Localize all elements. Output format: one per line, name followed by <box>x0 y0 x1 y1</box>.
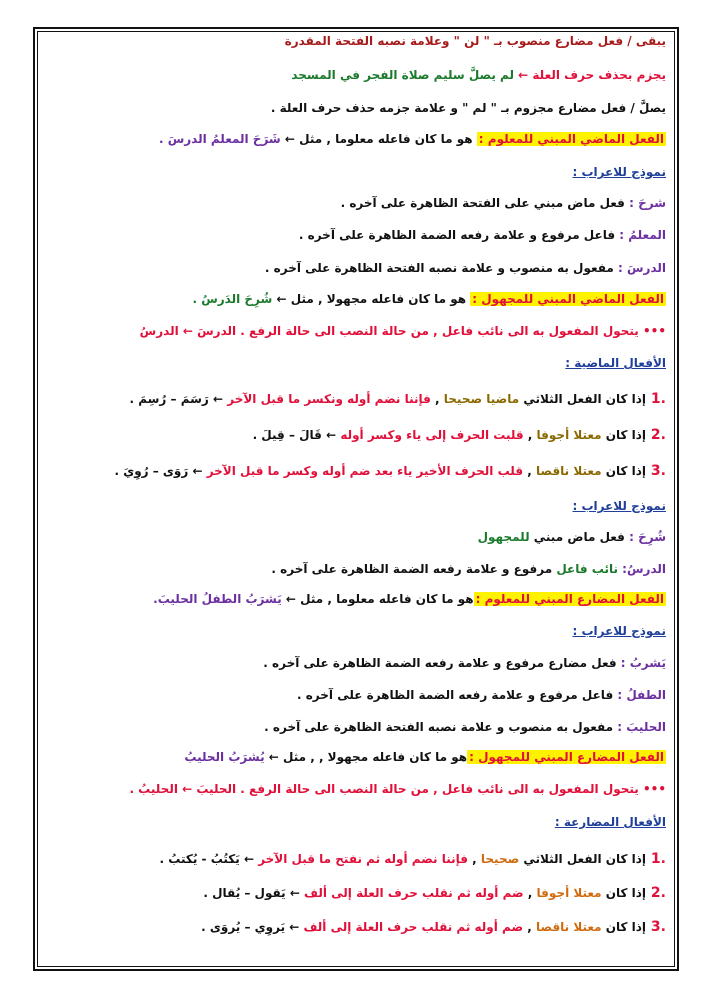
text-run: الدرسُ: <box>618 562 666 576</box>
document-page <box>46 32 666 957</box>
text-run: صحيحا <box>480 852 520 866</box>
text-run: , <box>467 852 481 866</box>
text-run: فعل ماض مبني <box>529 530 625 544</box>
text-run: .1 <box>646 851 666 867</box>
text-line <box>46 590 666 608</box>
text-run: ••• <box>638 324 666 338</box>
text-run: يتحول المفعول به الى نائب فاعل , من حالة النصب الى حالة الرفع . الدرسَ ← الدرسُ <box>139 324 639 338</box>
text-line <box>46 426 666 444</box>
text-run: , <box>523 920 536 934</box>
text-run: الطفلُ : <box>613 688 666 702</box>
text-run: فاعل مرفوع و علامة رفعه الضمة الظاهرة على آخره . <box>298 228 616 242</box>
text-run: هو ما كان فاعله مجهولا , , مثل ← <box>264 750 468 764</box>
text-run: ← قَالَ – قِيلَ . <box>252 428 341 442</box>
text-run: ••• <box>638 782 666 796</box>
text-run: فعل ماض مبني على الفتحة الظاهرة على آخره . <box>340 196 625 210</box>
text-run: يصلَّ / فعل مضارع مجزوم بـ " لم " و علامة جزمه حذف حرف العلة . <box>270 101 666 115</box>
text-run: الفعل الماضي المبني للمجهول : <box>472 292 664 306</box>
text-line <box>46 322 666 340</box>
text-run: نموذج للاعراب : <box>572 499 666 513</box>
text-run: يجزم بحذف حرف العلة ← <box>513 68 666 82</box>
text-run: الفعل المضارع المبني للمجهول : <box>469 750 664 764</box>
text-run: لم يصلَّ سليم صلاة الفجر في المسجد <box>291 68 514 82</box>
text-run: فإننا نضم أوله ونكسر ما قبل الآخر <box>227 392 431 406</box>
text-line <box>46 99 666 117</box>
text-run: هو ما كان فاعله مجهولا , مثل ← <box>272 292 471 306</box>
text-line <box>46 686 666 704</box>
text-line <box>46 32 666 50</box>
text-run: ← رَوَى – رُوِيَ . <box>114 464 207 478</box>
text-run: ← يَقول – يُقال . <box>203 886 305 900</box>
text-run: الحليبَ : <box>613 720 666 734</box>
text-run: .1 <box>646 391 666 407</box>
text-run: يُشرَبُ الحليبُ <box>184 750 265 764</box>
text-line <box>46 884 666 902</box>
text-run: نائب فاعل <box>556 562 618 576</box>
text-run: يَشرَبُ الطفلُ الحليبَ. <box>153 592 282 606</box>
text-line <box>46 390 666 408</box>
text-line <box>46 290 666 308</box>
text-line <box>46 918 666 936</box>
text-run: معتلا أجوفا <box>536 886 602 900</box>
text-line <box>46 560 666 578</box>
text-run: مفعول به منصوب و علامة نصبه الفتحة الظاهرة على آخره . <box>264 720 614 734</box>
text-line <box>46 462 666 480</box>
text-run: فاعل مرفوع و علامة رفعه الضمة الظاهرة على آخره . <box>296 688 614 702</box>
text-run: مرفوع و علامة رفعه الضمة الظاهرة على آخره . <box>271 562 557 576</box>
text-run: .2 <box>646 885 666 901</box>
text-run: إذا كان الفعل الثلاثي <box>519 392 647 406</box>
text-line <box>46 497 666 515</box>
text-run: إذا كان <box>601 464 647 478</box>
text-run: الأفعال الماضية : <box>565 356 666 370</box>
text-run: .2 <box>646 427 666 443</box>
text-run: , <box>430 392 444 406</box>
text-run: إذا كان <box>601 886 647 900</box>
text-run: مفعول به منصوب و علامة نصبه الفتحة الظاهرة على آخره . <box>264 261 614 275</box>
text-run: الدرسَ : <box>613 261 666 275</box>
text-line <box>46 528 666 546</box>
text-run: معتلا ناقصا <box>535 464 602 478</box>
text-run: معتلا ناقصا <box>535 920 602 934</box>
text-line <box>46 780 666 798</box>
text-run: هو ما كان فاعله معلوما , مثل ← <box>281 592 474 606</box>
text-run: ضم أوله ثم نقلب حرف العلة إلى ألف <box>304 886 524 900</box>
text-run: هو ما كان فاعله معلوما , مثل ← <box>280 132 477 146</box>
text-run: , <box>523 428 537 442</box>
text-run: قلب الحرف الأخير ياء بعد ضم أوله وكسر ما قبل الآخر <box>206 464 524 478</box>
text-line <box>46 622 666 640</box>
text-run: ← يَروِي – يُروَى . <box>201 920 304 934</box>
text-run: إذا كان <box>601 428 647 442</box>
text-run: إذا كان الفعل الثلاثي <box>519 852 647 866</box>
text-run: ← رَسَمَ – رُسِمَ . <box>129 392 228 406</box>
text-run: للمجهول <box>477 530 530 544</box>
text-run: الفعل الماضي المبني للمعلوم : <box>478 132 664 146</box>
text-run: قلبت الحرف إلى ياء وكسر أوله <box>340 428 524 442</box>
text-line <box>46 850 666 868</box>
text-run: ضم أوله ثم نقلب حرف العلة إلى ألف <box>303 920 524 934</box>
text-run: شُرِحَ الدَرسُ . <box>192 292 273 306</box>
text-run: نموذج للاعراب : <box>572 624 666 638</box>
text-run: الأفعال المضارعة : <box>554 815 666 829</box>
text-line <box>46 748 666 766</box>
text-run: .3 <box>646 463 666 479</box>
text-line <box>46 194 666 212</box>
text-run: الفعل المضارع المبني للمعلوم : <box>475 592 664 606</box>
text-run: يبقى / فعل مضارع منصوب بـ " لن " وعلامة نصبه الفتحة المقدرة <box>284 34 666 48</box>
text-run: نموذج للاعراب : <box>572 165 666 179</box>
text-run: المعلمُ : <box>615 228 666 242</box>
text-line <box>46 66 666 84</box>
text-run: شَرَحَ المعلمُ الدرسَ . <box>158 132 281 146</box>
text-run: , <box>523 464 536 478</box>
text-run: , <box>523 886 537 900</box>
text-line <box>46 813 666 831</box>
text-run: يَشربُ : <box>616 656 666 670</box>
text-run: فإننا نضم أوله ثم نفتح ما قبل الآخر <box>258 852 468 866</box>
text-run: إذا كان <box>601 920 647 934</box>
text-run: .3 <box>646 919 666 935</box>
text-run: شُرِحَ : <box>624 530 666 544</box>
text-line <box>46 354 666 372</box>
text-line <box>46 654 666 672</box>
text-line <box>46 259 666 277</box>
text-line <box>46 163 666 181</box>
text-run: شرحَ : <box>624 196 666 210</box>
text-run: يتحول المفعول به الى نائب فاعل , من حالة النصب الى حالة الرفع . الحليبَ ← الحليبُ . <box>129 782 639 796</box>
text-run: ماضيا صحيحا <box>443 392 520 406</box>
text-run: معتلا أجوفا <box>536 428 602 442</box>
text-line <box>46 718 666 736</box>
text-run: فعل مضارع مرفوع و علامة رفعه الضمة الظاهرة على آخره . <box>263 656 617 670</box>
text-line <box>46 226 666 244</box>
text-line <box>46 130 666 148</box>
text-run: ← يَكتُبُ - يُكتبُ . <box>159 852 259 866</box>
